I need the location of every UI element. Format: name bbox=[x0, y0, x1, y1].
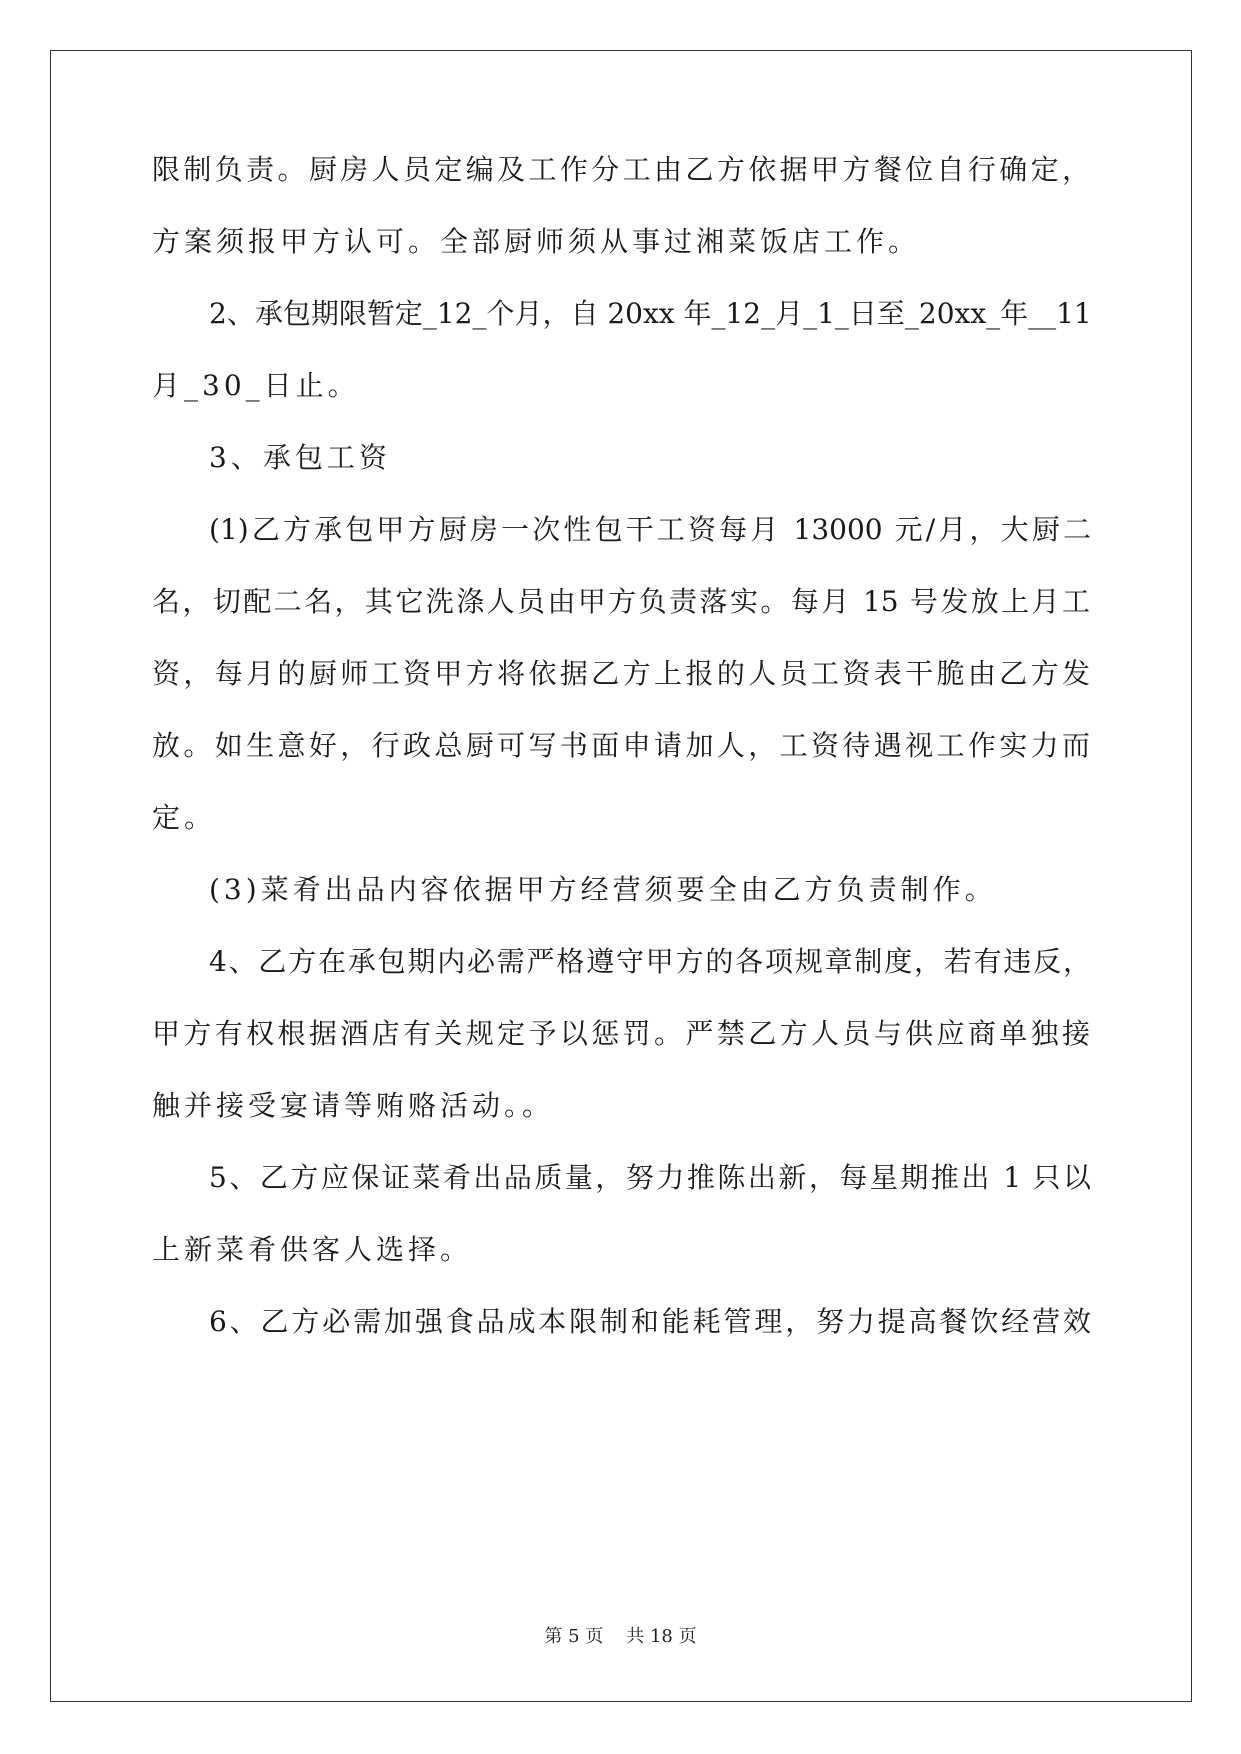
text-line: 2、承包期限暂定_12_个月，自 20xx 年_12_月_1_日至_20xx_年__11 bbox=[209, 297, 1092, 330]
text-line: 3、承包工资 bbox=[209, 441, 391, 474]
text-line: 4、乙方在承包期内必需严格遵守甲方的各项规章制度，若有违反， bbox=[209, 945, 1091, 978]
text-line: 方案须报甲方认可。全部厨师须从事过湘菜饭店工作。 bbox=[152, 225, 921, 258]
text-line: 资，每月的厨师工资甲方将依据乙方上报的人员工资表干脆由乙方发 bbox=[152, 657, 1090, 690]
text-line: 甲方有权根据酒店有关规定予以惩罚。严禁乙方人员与供应商单独接 bbox=[152, 1017, 1090, 1050]
total-pages: 共 18 页 bbox=[626, 1626, 697, 1647]
text-line: (1)乙方承包甲方厨房一次性包干工资每月 13000 元/月，大厨二 bbox=[209, 513, 1091, 546]
text-line: 定。 bbox=[152, 801, 217, 834]
text-line: 放。如生意好，行政总厨可写书面申请加人，工资待遇视工作实力而 bbox=[152, 729, 1090, 762]
page-number: 第 5 页 bbox=[544, 1626, 604, 1647]
page-footer bbox=[0, 1625, 1241, 1649]
text-line: 触并接受宴请等贿赂活动。。 bbox=[152, 1089, 555, 1122]
text-line: 月_30_日止。 bbox=[152, 369, 360, 402]
text-line: 限制负责。厨房人员定编及工作分工由乙方依据甲方餐位自行确定， bbox=[152, 153, 1090, 186]
text-line: 名，切配二名，其它洗涤人员由甲方负责落实。每月 15 号发放上月工 bbox=[152, 585, 1090, 618]
text-line: 6、乙方必需加强食品成本限制和能耗管理，努力提高餐饮经营效 bbox=[209, 1305, 1091, 1338]
text-line: 上新菜肴供客人选择。 bbox=[152, 1233, 473, 1266]
text-line: (3)菜肴出品内容依据甲方经营须要全由乙方负责制作。 bbox=[209, 873, 997, 906]
text-line: 5、乙方应保证菜肴出品质量，努力推陈出新，每星期推出 1 只以 bbox=[209, 1161, 1091, 1194]
